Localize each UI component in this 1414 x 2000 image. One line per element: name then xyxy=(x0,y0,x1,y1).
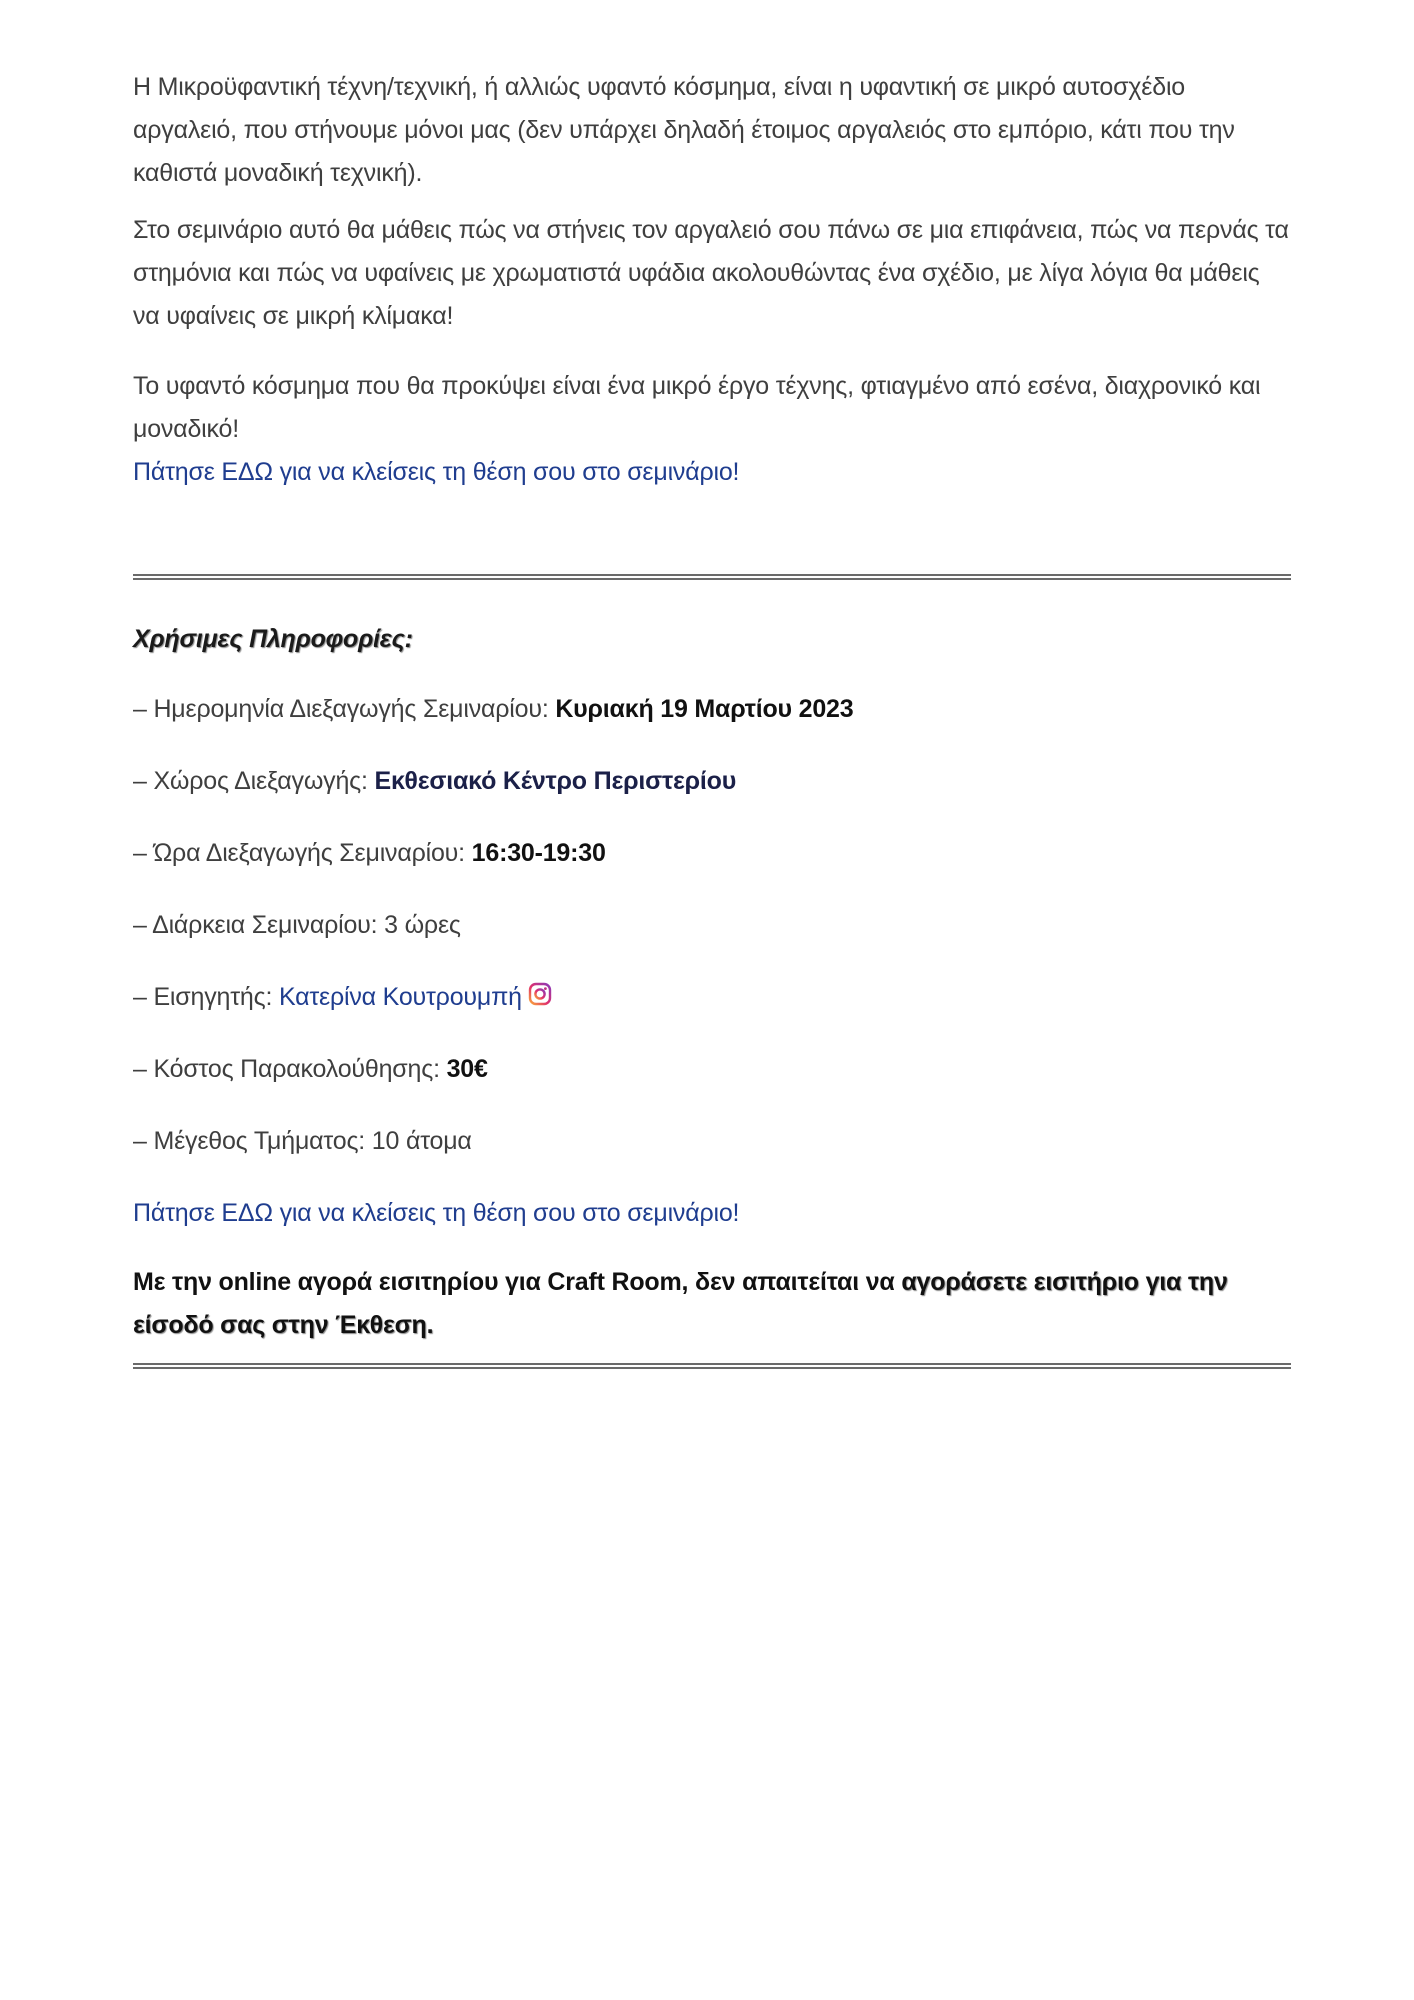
info-venue-value: Εκθεσιακό Κέντρο Περιστερίου xyxy=(374,767,737,795)
instructor-link[interactable]: Κατερίνα Κουτρουμπή xyxy=(278,983,522,1011)
info-group-size: – Μέγεθος Τμήματος: 10 άτομα xyxy=(133,1127,472,1155)
booking-link-bottom-container xyxy=(133,1192,1291,1261)
info-cost xyxy=(133,1048,1291,1091)
section-divider-top xyxy=(133,574,1291,580)
info-heading: Χρήσιμες Πληροφορίες: xyxy=(133,625,413,653)
article-content xyxy=(133,66,1291,1369)
info-venue xyxy=(133,760,1291,803)
info-time xyxy=(133,832,1291,875)
info-venue-label: – Χώρος Διεξαγωγής: xyxy=(133,767,375,795)
info-date-label: – Ημερομηνία Διεξαγωγής Σεμιναρίου: xyxy=(133,695,556,723)
info-date xyxy=(133,688,1291,731)
info-cost-label: – Κόστος Παρακολούθησης: xyxy=(133,1055,447,1083)
ticket-notice-part-1: Με την online αγορά εισιτηρίου για Craft Room, δεν απαιτείται να xyxy=(133,1268,902,1296)
intro-paragraph-1: Η Μικροϋφαντική τέχνη/τεχνική, ή αλλιώς υφαντό κόσμημα, είναι η υφαντική σε μικρό αυτοσχέδιο αργαλειό, που στήνουμε μόνοι μας (δεν υπάρχει δηλαδή έτοιμος αργαλειός στο εμπόριο, κάτι που την καθιστά μοναδική τεχνική). xyxy=(133,73,1235,187)
info-date-value: Κυριακή 19 Μαρτίου 2023 xyxy=(555,695,854,723)
section-divider-bottom xyxy=(133,1363,1291,1369)
info-cost-value: 30€ xyxy=(446,1055,488,1083)
intro-paragraph-2: Στο σεμινάριο αυτό θα μάθεις πώς να στήνεις τον αργαλειό σου πάνω σε μια επιφάνεια, πώς να περνάς τα στημόνια και πώς να υφαίνεις με χρωματιστά υφάδια ακολουθώντας ένα σχέδιο, με λίγα λόγια θα μάθεις να υφαίνεις σε μικρή κλίμακα! xyxy=(133,216,1289,330)
booking-link-bottom[interactable]: Πάτησε ΕΔΩ για να κλείσεις τη θέση σου στο σεμινάριο! xyxy=(133,1199,740,1227)
info-instructor-label: – Εισηγητής: xyxy=(133,983,279,1011)
booking-link-container xyxy=(133,451,1291,494)
booking-link-top[interactable]: Πάτησε ΕΔΩ για να κλείσεις τη θέση σου στο σεμινάριο! xyxy=(133,458,740,486)
info-time-value: 16:30-19:30 xyxy=(471,839,606,867)
instagram-icon[interactable] xyxy=(528,977,552,1001)
ticket-notice xyxy=(133,1261,1291,1347)
info-time-label: – Ώρα Διεξαγωγής Σεμιναρίου: xyxy=(133,839,472,867)
ticket-notice-part-2: αγοράσετε εισιτήριο για την είσοδό σας στην Έκθεση. xyxy=(133,1268,1228,1339)
intro-paragraph-3: Το υφαντό κόσμημα που θα προκύψει είναι ένα μικρό έργο τέχνης, φτιαγμένο από εσένα, διαχρονικό και μοναδικό! xyxy=(133,372,1261,443)
info-duration: – Διάρκεια Σεμιναρίου: 3 ώρες xyxy=(133,911,461,939)
info-instructor xyxy=(133,976,1291,1019)
